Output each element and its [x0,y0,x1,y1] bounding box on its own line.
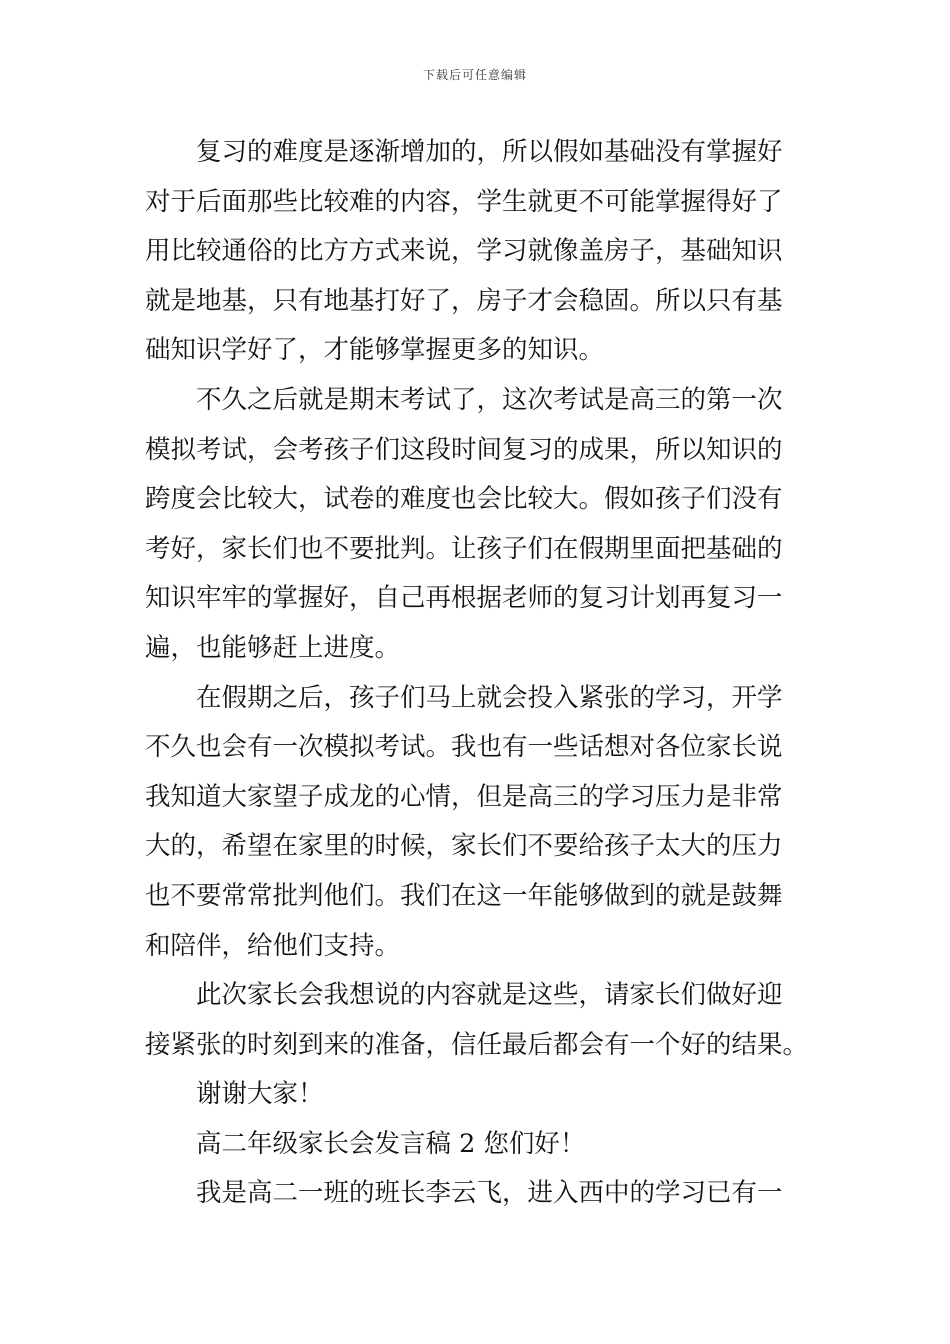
text-line: 谢谢大家！ [196,1079,324,1110]
text-line: 用比较通俗的比方方式来说，学习就像盖房子，基础知识 [145,236,783,267]
text-line: 考好，家长们也不要批判。让孩子们在假期里面把基础的 [145,533,783,564]
text-line: 高二年级家长会发言稿 2 您们好！ [196,1128,586,1159]
text-line: 我知道大家望子成龙的心情，但是高三的学习压力是非常 [145,781,783,812]
page-header: 下载后可任意编辑 [422,68,527,82]
text-line: 跨度会比较大，试卷的难度也会比较大。假如孩子们没有 [145,484,783,515]
text-line: 我是高二一班的班长李云飞，进入西中的学习已有一 [196,1178,783,1209]
text-line: 此次家长会我想说的内容就是这些，请家长们做好迎 [196,980,783,1011]
text-line: 遍，也能够赶上进度。 [145,632,401,663]
text-line: 复习的难度是逐渐增加的，所以假如基础没有掌握好 [196,137,783,167]
text-line: 知识牢牢的掌握好，自己再根据老师的复习计划再复习一 [145,583,783,614]
text-line: 模拟考试，会考孩子们这段时间复习的成果，所以知识的 [145,434,783,465]
text-line: 对于后面那些比较难的内容，学生就更不可能掌握得好了 [145,186,783,217]
text-line: 础知识学好了，才能够掌握更多的知识。 [145,335,605,366]
text-line: 和陪伴，给他们支持。 [145,930,401,961]
text-line: 不久也会有一次模拟考试。我也有一些话想对各位家长说 [145,732,783,763]
text-line: 不久之后就是期末考试了，这次考试是高三的第一次 [196,384,783,415]
text-line: 在假期之后，孩子们马上就会投入紧张的学习，开学 [196,682,783,713]
document-body [145,128,825,1219]
text-line: 接紧张的时刻到来的准备，信任最后都会有一个好的结果。 [145,1029,809,1060]
text-line: 也不要常常批判他们。我们在这一年能够做到的就是鼓舞 [145,880,783,911]
text-line: 大的，希望在家里的时候，家长们不要给孩子太大的压力 [145,831,783,862]
text-line: 就是地基，只有地基打好了，房子才会稳固。所以只有基 [145,285,783,316]
